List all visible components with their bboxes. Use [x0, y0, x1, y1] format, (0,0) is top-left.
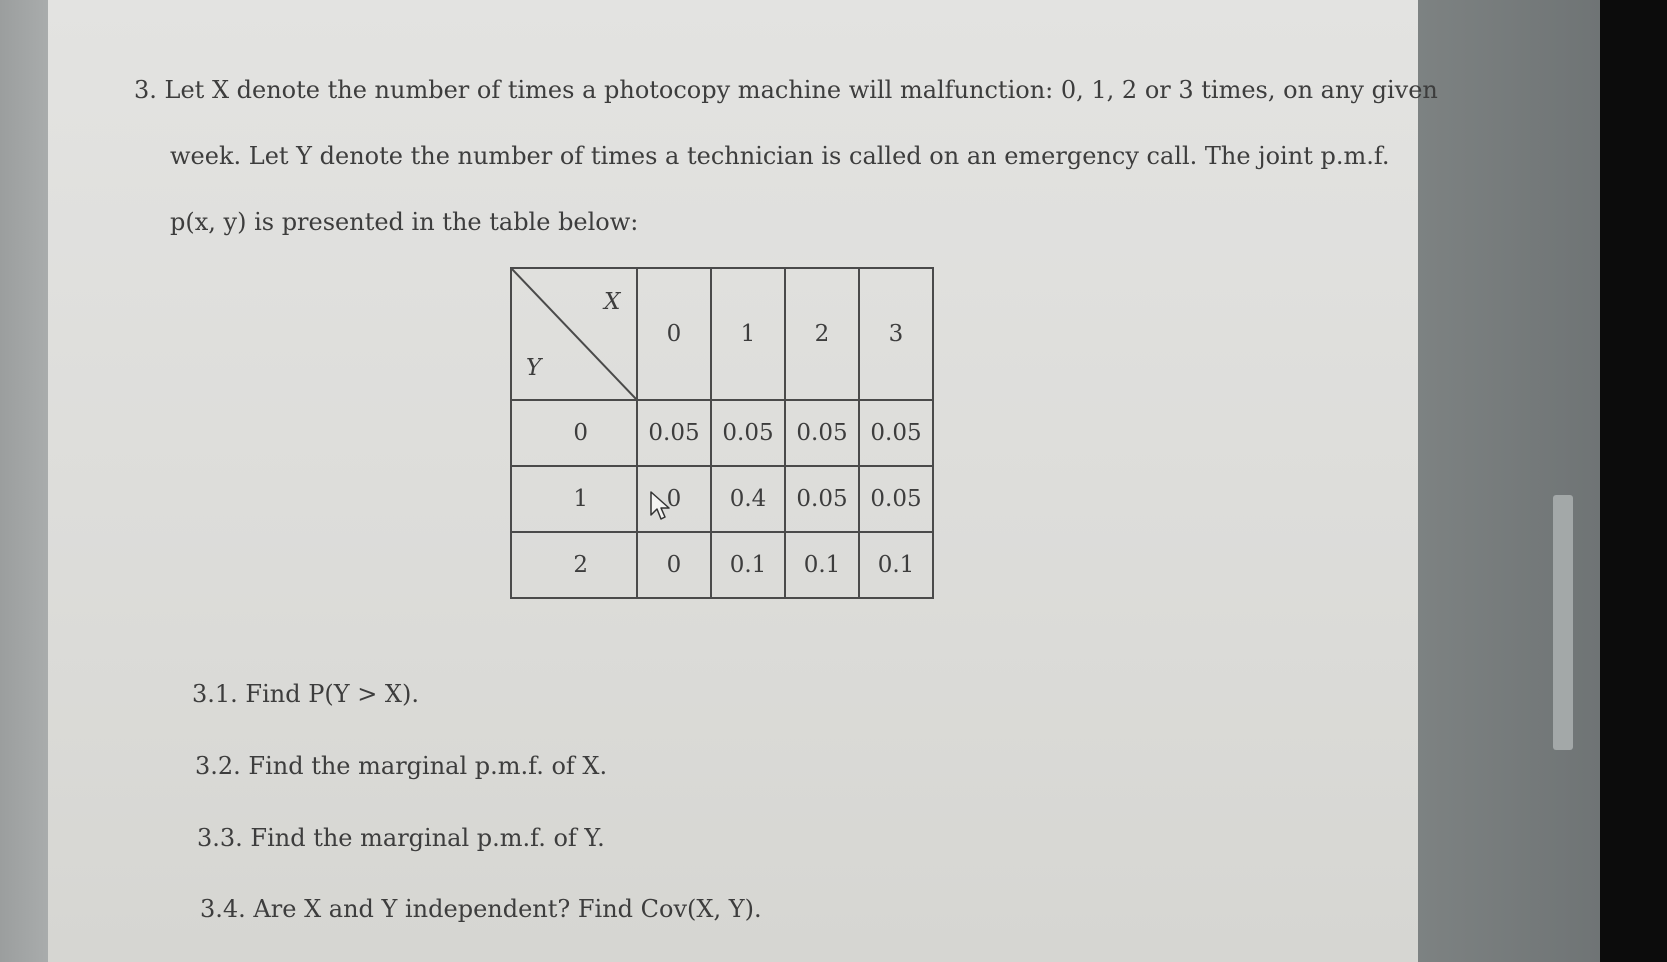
table-cell: 0.05 [785, 400, 859, 466]
table-cell: 0.1 [859, 532, 933, 598]
table-row [511, 532, 933, 598]
question-line-1: 3. Let X denote the number of times a photocopy machine will malfunction: 0, 1, 2 or 3 times, on any given [134, 76, 1438, 104]
x-header-0: 0 [637, 268, 711, 400]
table-cell: 0.05 [637, 400, 711, 466]
table-cell: 0.05 [711, 400, 785, 466]
table-cell: 0.1 [711, 532, 785, 598]
right-margin [1418, 0, 1600, 962]
y-row-label: 0 [511, 400, 637, 466]
table-cell: 0.05 [859, 466, 933, 532]
y-label: Y [526, 355, 542, 381]
table-cell: 0.4 [711, 466, 785, 532]
x-header-1: 1 [711, 268, 785, 400]
x-header-3: 3 [859, 268, 933, 400]
subquestion-3-4: 3.4. Are X and Y independent? Find Cov(X, Y). [200, 895, 762, 923]
question-line-3: p(x, y) is presented in the table below: [170, 208, 639, 236]
table-corner-cell [511, 268, 637, 400]
table-cell: 0.1 [785, 532, 859, 598]
table-cell: 0.05 [785, 466, 859, 532]
x-header-2: 2 [785, 268, 859, 400]
subquestion-3-1: 3.1. Find P(Y > X). [192, 680, 420, 708]
table-row [511, 466, 933, 532]
scrollbar-thumb[interactable] [1553, 495, 1573, 750]
y-row-label: 1 [511, 466, 637, 532]
table-cell: 0 [637, 532, 711, 598]
table-cell: 0 [637, 466, 711, 532]
left-edge [0, 0, 48, 962]
y-row-label: 2 [511, 532, 637, 598]
question-line-2: week. Let Y denote the number of times a technician is called on an emergency call. The joint p.m.f. [170, 142, 1390, 170]
mouse-cursor-icon [650, 491, 670, 521]
screen-bezel [1600, 0, 1667, 962]
table-cell: 0.05 [859, 400, 933, 466]
joint-pmf-table [510, 267, 934, 599]
subquestion-3-3: 3.3. Find the marginal p.m.f. of Y. [197, 824, 605, 852]
subquestion-3-2: 3.2. Find the marginal p.m.f. of X. [195, 752, 608, 780]
table-row [511, 400, 933, 466]
x-label: X [604, 289, 621, 315]
